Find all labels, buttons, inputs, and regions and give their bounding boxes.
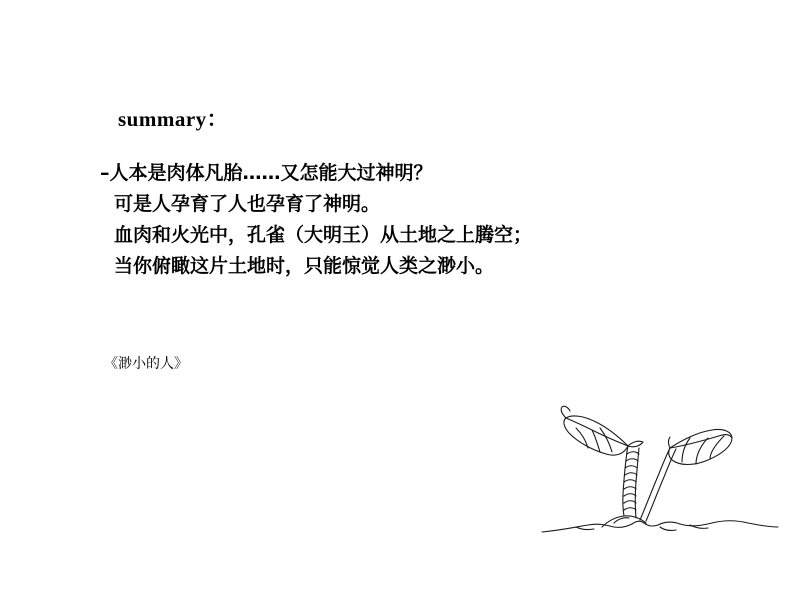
summary-text-block [100, 158, 740, 282]
body-line: 当你俯瞰这片土地时，只能惊觉人类之渺小。 [114, 255, 495, 277]
body-line: –人本是肉体凡胎……又怎能大过神明？ [100, 162, 433, 184]
source-reference: 《渺小的人》 [104, 356, 188, 372]
body-line: 可是人孕育了人也孕育了神明。 [114, 193, 381, 215]
page-title: summary： [118, 107, 229, 131]
plant-sprout-icon [540, 380, 780, 550]
body-line: 血肉和火光中，孔雀（大明王）从土地之上腾空； [114, 224, 533, 246]
